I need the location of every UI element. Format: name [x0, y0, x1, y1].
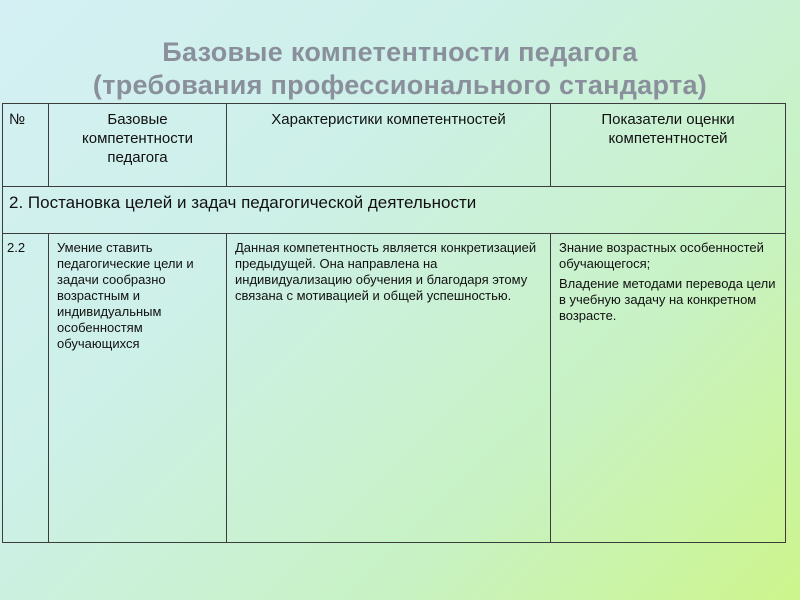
row-characteristics: Данная компетентность является конкретизацией предыдущей. Она направлена на индивидуализацию обучения и благодаря этому связана с мотивацией и общей успешностью.	[227, 234, 551, 543]
indicator-item: Знание возрастных особенностей обучающегося;	[559, 240, 764, 271]
row-number: 2.2	[3, 234, 49, 543]
row-competence: Умение ставить педагогические цели и задачи сообразно возрастным и индивидуальным особенностям обучающихся	[49, 234, 227, 543]
section-title: 2. Постановка целей и задач педагогической деятельности	[3, 187, 786, 234]
table-header-row	[3, 104, 786, 187]
indicator-item: Владение методами перевода цели в учебную задачу на конкретном возрасте.	[559, 276, 776, 323]
slide-title	[0, 36, 800, 102]
row-indicators	[551, 234, 786, 543]
header-indicators: Показатели оценки компетентностей	[551, 104, 786, 187]
header-competence: Базовые компетентности педагога	[49, 104, 227, 187]
section-row	[3, 187, 786, 234]
table-row	[3, 234, 786, 543]
slide-title-line-2: (требования профессионального стандарта)	[92, 70, 708, 100]
slide-title-line-1: Базовые компетентности педагога	[162, 37, 638, 67]
competence-table	[2, 103, 786, 543]
header-number: №	[3, 104, 49, 187]
header-characteristics: Характеристики компетентностей	[227, 104, 551, 187]
